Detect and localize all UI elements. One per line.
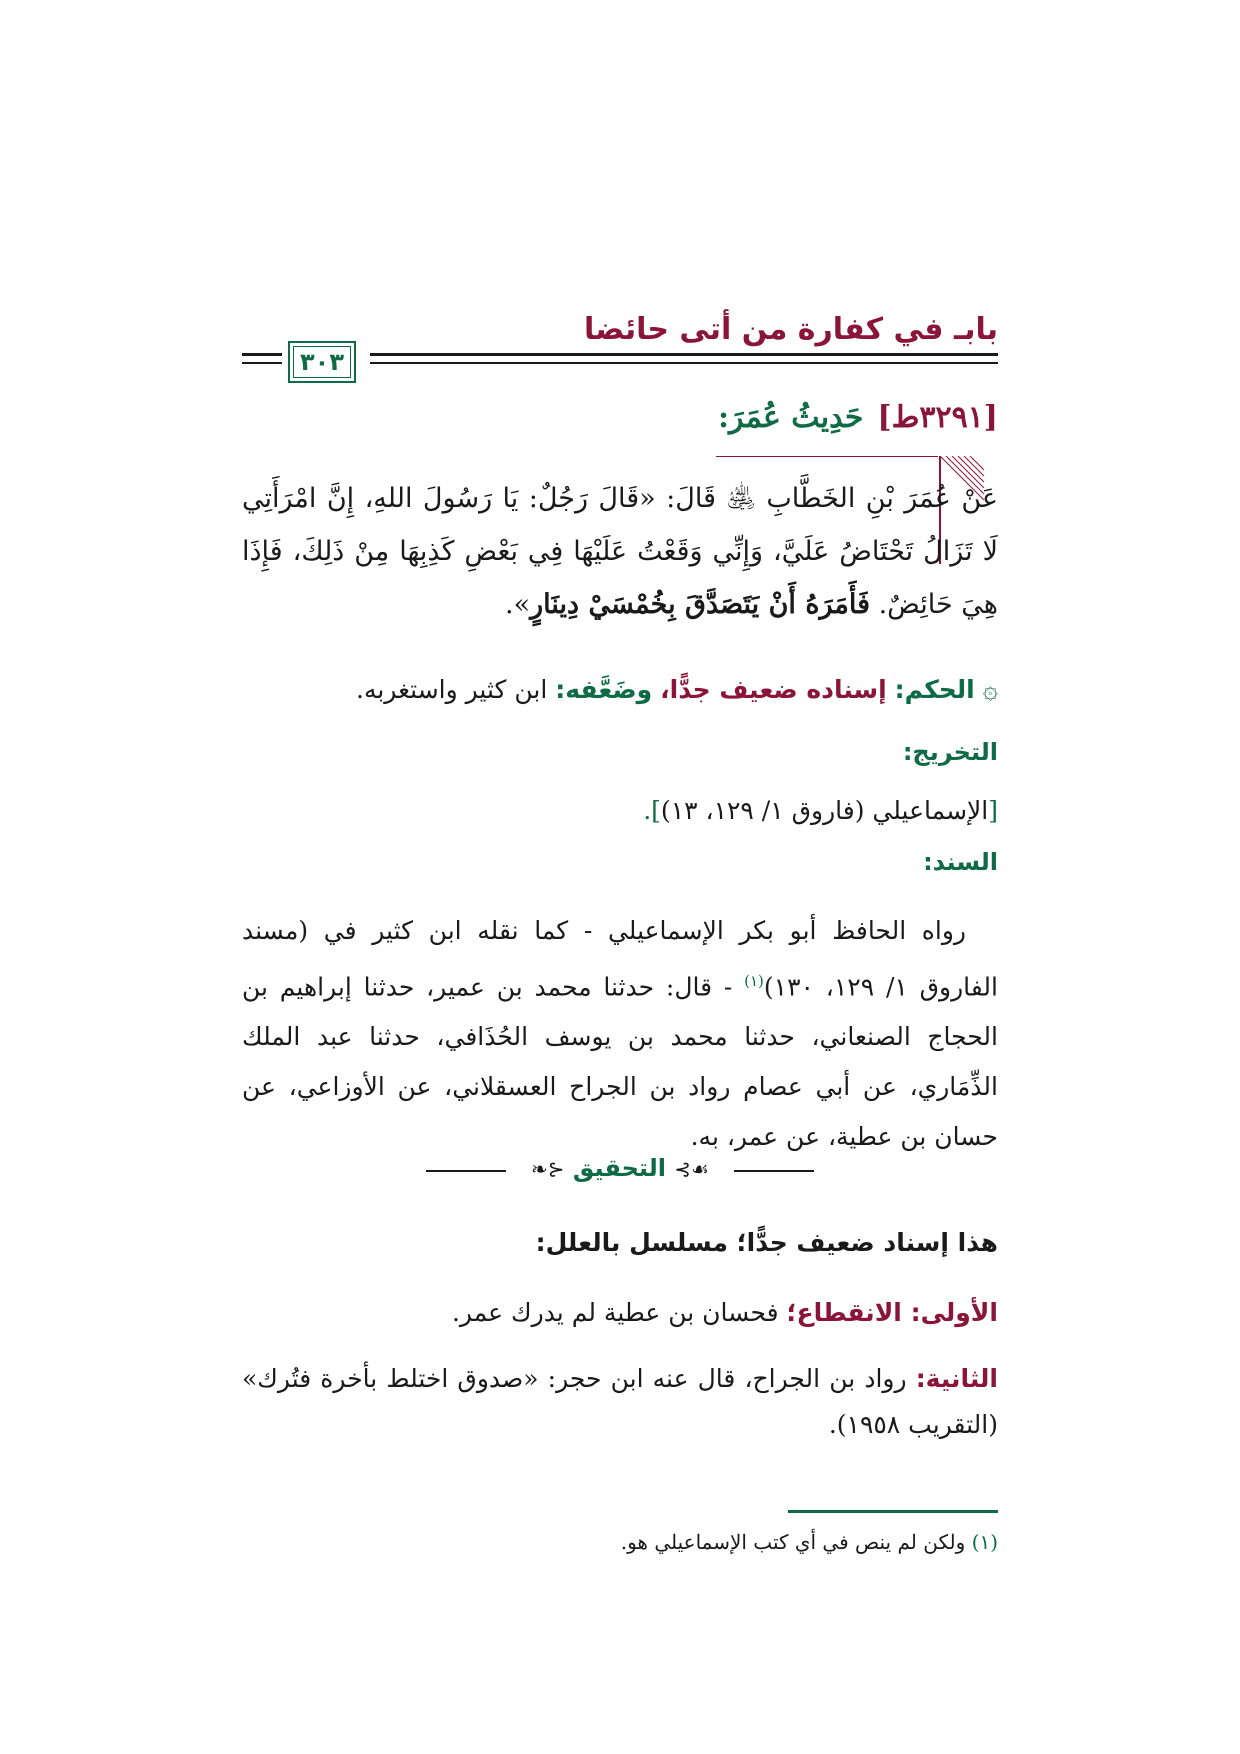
hadith-text-end: ».	[505, 589, 531, 620]
takhrij-close-bracket: ].	[643, 796, 661, 825]
footnote-ref[interactable]: (١)	[744, 972, 764, 990]
second-defect-label: الثانية:	[915, 1364, 998, 1393]
takhrij-text	[643, 796, 998, 825]
sanad-text-b: - قال: حدثنا محمد بن عمير، حدثنا إبراهيم بن الحجاج الصنعاني، حدثنا محمد بن يوسف الحُذَافي، حدثنا عبد الملك الذِّمَاري، عن أبي عصام رواد بن الجراح العسقلاني، عن الأوزاعي، عن حسان بن عطية، عن عمر، به.	[242, 972, 998, 1152]
tahqiq-second-defect	[242, 1356, 998, 1448]
hadith-title: حَدِيثُ عُمَرَ:	[717, 400, 864, 435]
header-rule-left-bottom	[242, 362, 282, 364]
tahqiq-ornament-right-icon: ☙⊱	[674, 1157, 709, 1181]
first-defect-text: فحسان بن عطية لم يدرك عمر.	[451, 1298, 787, 1327]
ruling-mark-icon: ۞	[982, 675, 998, 705]
ruling-label: الحكم:	[894, 675, 975, 704]
tahqiq-intro	[242, 1220, 998, 1266]
tahqiq-title: التحقيق	[572, 1154, 666, 1182]
second-defect-text: رواد بن الجراح، قال عنه ابن حجر: «صدوق اختلط بأخرة فتُرك» (التقريب ١٩٥٨).	[242, 1364, 998, 1439]
ruling-line	[242, 670, 998, 710]
tahqiq-ornament-left-icon: ⊰❧	[531, 1157, 565, 1181]
hadith-text-main: عَنْ عُمَرَ بْنِ الخَطَّابِ ﵁ قَالَ: «قَالَ رَجُلٌ: يَا رَسُولَ اللهِ، إِنَّ امْرَأَتِي لَا تَزَالُ تَحْتَاضُ عَلَيَّ، وَإِنِّي وَقَعْتُ عَلَيْهَا فِي بَعْضِ كَذِبِهَا مِنْ ذَلِكَ، فَإِذَا هِيَ حَائِضٌ.	[242, 483, 998, 620]
hadith-text-bold: فَأَمَرَهُ أَنْ يَتَصَدَّقَ بِخُمْسَيْ دِينَارٍ	[530, 589, 870, 620]
ruling-weakened-label: وضَعَّفه:	[555, 675, 653, 704]
takhrij-open-bracket: [	[988, 796, 998, 825]
first-defect-label: الأولى: الانقطاع؛	[786, 1298, 998, 1327]
tahqiq-intro-text: هذا إسناد ضعيف جدًّا؛ مسلسل بالعلل:	[535, 1228, 998, 1257]
footnote	[621, 1530, 998, 1554]
sanad-text	[242, 906, 998, 1162]
page-number: ٣٠٣	[300, 348, 344, 376]
chapter-title: بابـ في كفارة من أتى حائضا	[584, 312, 998, 347]
ruling-status: إسناده ضعيف جدًّا،	[660, 675, 887, 704]
sanad-heading: السند:	[923, 848, 998, 876]
sanad-text-a: رواه الحافظ أبو بكر الإسماعيلي - كما نقله ابن كثير في (مسند الفاروق ١/ ١٢٩، ١٣٠)	[242, 916, 998, 1002]
hadith-number: [٣٢٩١ط]	[877, 400, 998, 435]
takhrij-heading: التخريج:	[902, 738, 998, 766]
page-number-badge	[288, 341, 356, 383]
header-rule-right-top	[370, 353, 998, 356]
hadith-frame-line	[716, 456, 938, 457]
tahqiq-title-row	[0, 1154, 1240, 1182]
hadith-text	[242, 472, 998, 631]
footnote-number: (١)	[971, 1530, 998, 1554]
header-rule-right-bottom	[370, 362, 998, 364]
footnote-text: ولكن لم ينص في أي كتب الإسماعيلي هو.	[620, 1530, 972, 1554]
tahqiq-first-defect	[242, 1290, 998, 1336]
ruling-weakened-by: ابن كثير واستغربه.	[356, 675, 548, 704]
takhrij-body: الإسماعيلي (فاروق ١/ ١٢٩، ١٣)	[660, 796, 989, 825]
hadith-heading	[718, 400, 998, 435]
header-rule-left-top	[242, 353, 282, 356]
footnote-rule	[788, 1510, 998, 1513]
